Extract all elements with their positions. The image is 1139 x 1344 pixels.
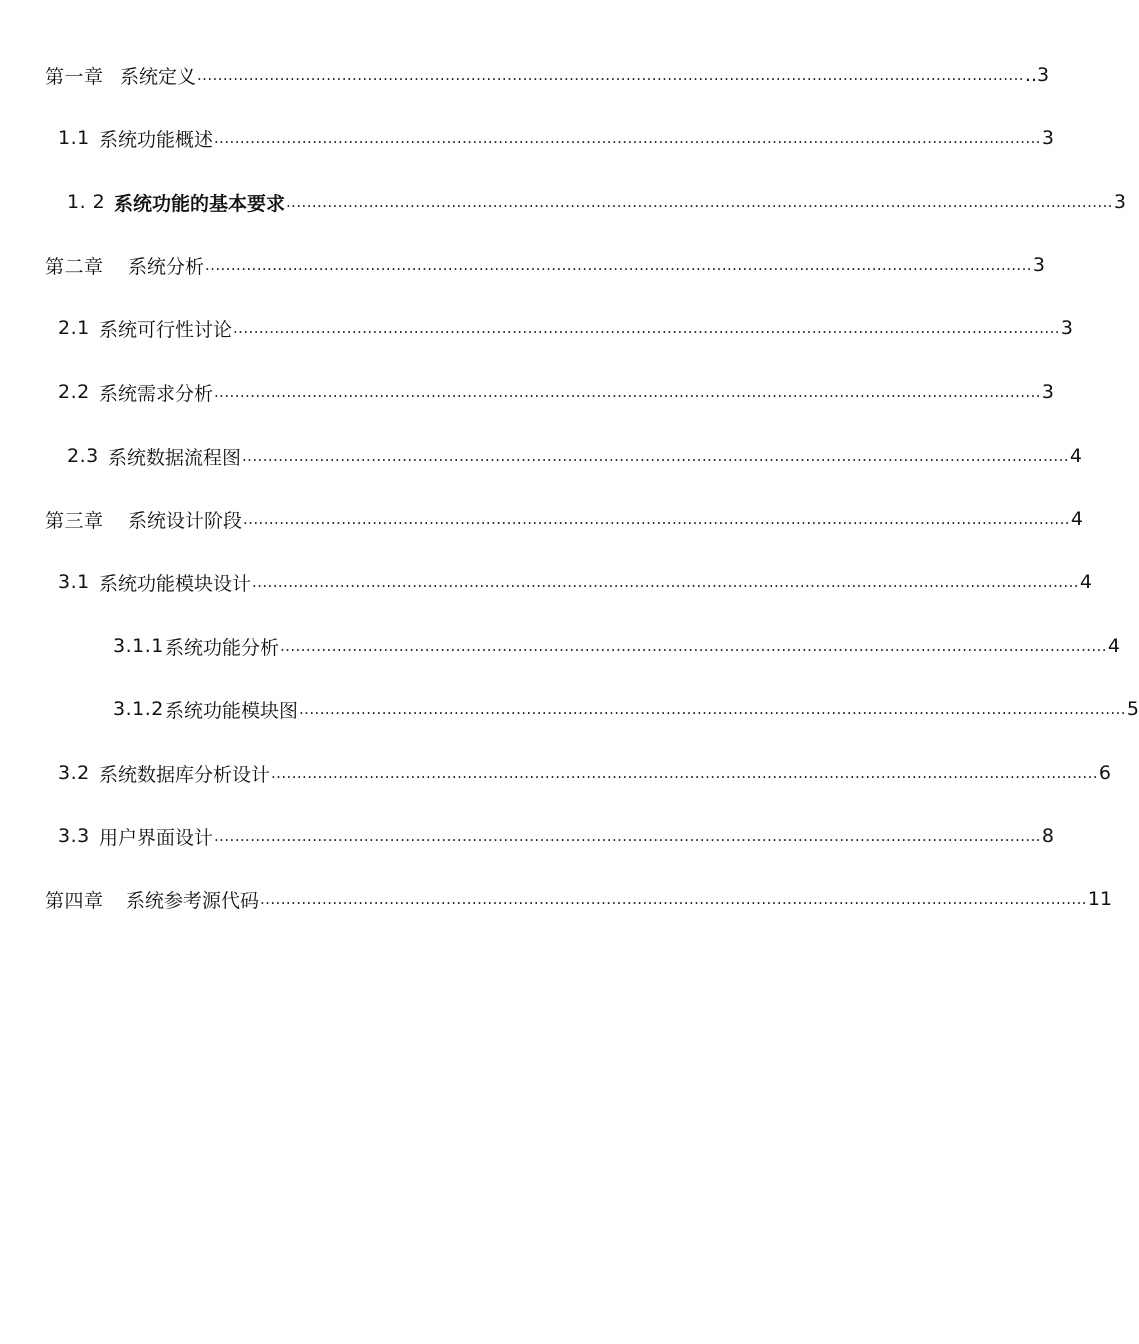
toc-entry-title: 系统参考源代码 xyxy=(126,889,260,912)
toc-dot-leader: ................................................................................................................................................................ xyxy=(252,573,1079,591)
toc-entry-title: 系统功能模块图 xyxy=(165,699,299,722)
toc-entry-number: 第二章 xyxy=(45,255,104,278)
toc-entry-number: 2.3 xyxy=(67,445,99,467)
toc-entry-title: 用户界面设计 xyxy=(99,826,214,849)
toc-dot-leader: ................................................................................................................................................................ xyxy=(205,256,1032,274)
toc-entry-title: 系统功能模块设计 xyxy=(99,572,252,595)
toc-entry-page: 3 xyxy=(1041,127,1054,149)
toc-entry-page: 3 xyxy=(1060,317,1073,339)
toc-entry-page: 4 xyxy=(1107,635,1120,657)
toc-entry-title: 系统定义 xyxy=(120,65,197,88)
toc-entry-page: 3 xyxy=(1113,191,1126,213)
toc-entry-1-1[interactable] xyxy=(58,123,1054,153)
toc-entry-number: 3.1.1 xyxy=(113,635,164,657)
toc-entry-number: 2.1 xyxy=(58,317,90,339)
toc-entry-number: 第三章 xyxy=(45,509,104,532)
toc-entry-3-3[interactable] xyxy=(58,821,1054,851)
toc-entry-number: 1. 2 xyxy=(67,191,106,213)
toc-entry-page: 5 xyxy=(1126,698,1139,720)
toc-entry-chapter-2[interactable] xyxy=(45,250,1045,280)
toc-entry-number: 3.2 xyxy=(58,762,90,784)
toc-entry-number: 2.2 xyxy=(58,381,90,403)
toc-entry-title: 系统功能概述 xyxy=(99,128,214,151)
toc-entry-page: 3 xyxy=(1041,381,1054,403)
toc-entry-number: 1.1 xyxy=(58,127,90,149)
toc-entry-title: 系统可行性讨论 xyxy=(99,318,233,341)
toc-entry-page: 4 xyxy=(1069,445,1082,467)
toc-entry-page: 4 xyxy=(1079,571,1092,593)
toc-entry-3-2[interactable] xyxy=(58,758,1111,788)
toc-entry-number: 3.1 xyxy=(58,571,90,593)
toc-dot-leader: ................................................................................................................................................................ xyxy=(299,700,1126,718)
toc-dot-leader: ................................................................................................................................................................ xyxy=(242,447,1069,465)
toc-entry-title: 系统分析 xyxy=(128,255,205,278)
toc-entry-title: 系统需求分析 xyxy=(99,382,214,405)
toc-entry-page: ..3 xyxy=(1024,64,1050,86)
toc-entry-title: 系统设计阶段 xyxy=(128,509,243,532)
toc-dot-leader: ................................................................................................................................................................ xyxy=(197,66,1024,84)
toc-entry-title: 系统数据流程图 xyxy=(108,446,242,469)
toc-entry-title: 系统功能分析 xyxy=(165,636,280,659)
toc-entry-2-3[interactable] xyxy=(67,441,1082,471)
toc-dot-leader: ................................................................................................................................................................ xyxy=(271,764,1098,782)
toc-entry-page: 4 xyxy=(1070,508,1083,530)
toc-dot-leader: ................................................................................................................................................................ xyxy=(280,637,1107,655)
toc-entry-2-2[interactable] xyxy=(58,377,1054,407)
toc-entry-number: 第一章 xyxy=(45,65,104,88)
toc-entry-page: 3 xyxy=(1032,254,1045,276)
toc-entry-number: 3.1.2 xyxy=(113,698,164,720)
toc-entry-title: 系统功能的基本要求 xyxy=(114,192,286,215)
toc-dot-leader: ................................................................................................................................................................ xyxy=(233,319,1060,337)
toc-entry-chapter-1[interactable] xyxy=(45,60,1050,90)
toc-dot-leader: ................................................................................................................................................................ xyxy=(260,890,1087,908)
toc-dot-leader: ................................................................................................................................................................ xyxy=(286,193,1113,211)
toc-dot-leader: ................................................................................................................................................................ xyxy=(214,827,1041,845)
toc-entry-number: 第四章 xyxy=(45,889,104,912)
toc-entry-page: 8 xyxy=(1041,825,1054,847)
toc-entry-3-1-1[interactable] xyxy=(113,631,1120,661)
toc-entry-3-1[interactable] xyxy=(58,567,1092,597)
toc-entry-number: 3.3 xyxy=(58,825,90,847)
toc-entry-title: 系统数据库分析设计 xyxy=(99,763,271,786)
toc-dot-leader: ................................................................................................................................................................ xyxy=(214,383,1041,401)
toc-dot-leader: ................................................................................................................................................................ xyxy=(243,510,1070,528)
toc-dot-leader: ................................................................................................................................................................ xyxy=(214,129,1041,147)
toc-entry-page: 11 xyxy=(1087,888,1113,910)
toc-entry-page: 6 xyxy=(1098,762,1111,784)
toc-entry-2-1[interactable] xyxy=(58,313,1073,343)
toc-entry-3-1-2[interactable] xyxy=(113,694,1139,724)
toc-entry-chapter-4[interactable] xyxy=(45,884,1113,914)
toc-entry-chapter-3[interactable] xyxy=(45,504,1083,534)
toc-entry-1-2[interactable] xyxy=(67,187,1126,217)
